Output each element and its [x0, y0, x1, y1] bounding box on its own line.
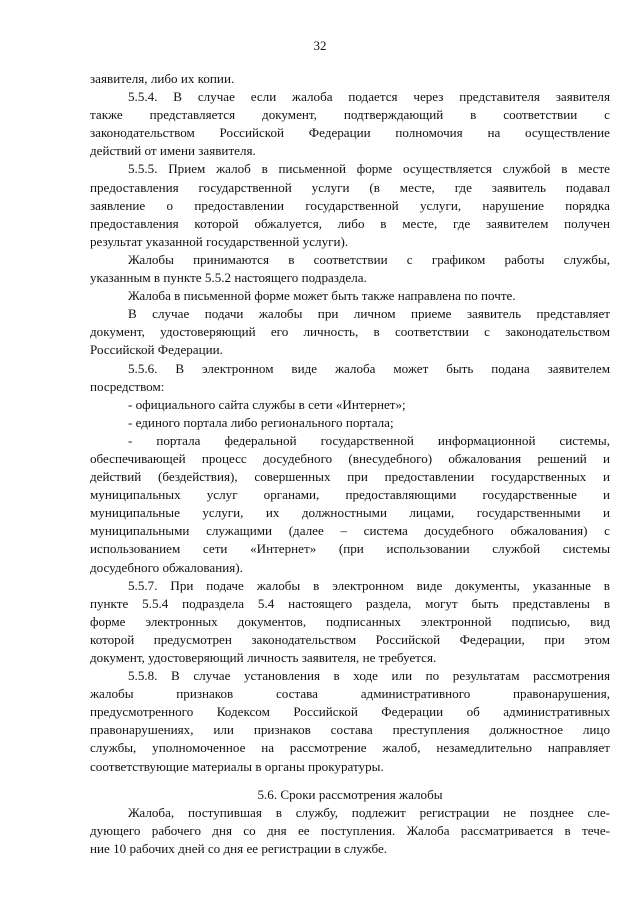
text-line: пункте 5.5.4 подраздела 5.4 настоящего раздела, могут быть представлены в [90, 595, 610, 611]
text-line: использованием сети «Интернет» (при использовании службой системы [90, 541, 610, 557]
text-line: 5.5.7. При подаче жалобы в электронном виде документы, указанные в [128, 577, 610, 593]
text-line: предусмотренного Кодексом Российской Федерации об административных [90, 704, 610, 720]
text-line: Жалоба в письменной форме может быть также направлена по почте. [128, 288, 516, 304]
page-number: 32 [313, 38, 327, 53]
text-line: предоставления которой обжалуется, либо в месте, где заявителем получен [90, 215, 610, 231]
text-line: жалобы признаков состава административного правонарушения, [90, 686, 610, 702]
text-line: Жалоба, поступившая в службу, подлежит регистрации не позднее сле- [128, 804, 610, 820]
section-text-block [90, 804, 610, 858]
text-line: 5.5.8. В случае установления в ходе или по результатам рассмотрения [128, 668, 610, 684]
text-line: действий (бездействия), совершенных при предоставлении государственных и [90, 469, 610, 485]
main-text-block [90, 70, 610, 776]
text-line: В случае подачи жалобы при личном приеме заявитель представляет [128, 306, 610, 322]
text-line: правонарушениях, или признаков состава преступления должностное лицо [90, 722, 610, 738]
text-line: Жалобы принимаются в соответствии с графиком работы службы, [128, 251, 610, 267]
section-gap [90, 776, 610, 786]
text-line: предоставления государственной услуги (в месте, где заявитель подавал [90, 179, 610, 195]
section-heading: 5.6. Сроки рассмотрения жалобы [257, 786, 443, 802]
text-line: - официального сайта службы в сети «Интернет»; [128, 396, 406, 412]
text-line: заявление о предоставлении государственной услуги, нарушение порядка [90, 197, 610, 213]
document-body [90, 70, 610, 858]
text-line: документ, удостоверяющий личность заявителя, не требуется. [90, 650, 437, 665]
text-line: - единого портала либо регионального портала; [128, 414, 394, 430]
text-line: досудебного обжалования). [90, 559, 243, 575]
text-line: муниципальных услуг органами, предоставляющими государственные и [90, 487, 610, 503]
text-line: Российской Федерации. [90, 342, 223, 358]
text-line: посредством: [90, 378, 165, 394]
text-line: указанным в пункте 5.5.2 настоящего подраздела. [90, 270, 367, 286]
text-line: соответствующие материалы в органы прокуратуры. [90, 758, 384, 774]
text-line: обеспечивающей процесс досудебного (внесудебного) обжалования решений и [90, 450, 610, 466]
text-line: законодательством Российской Федерации полномочия на осуществление [90, 125, 610, 141]
text-line: муниципальные услуги, их должностными лицами, государственными и [90, 505, 610, 521]
text-line: службы, уполномоченное на рассмотрение жалоб, незамедлительно направляет [90, 740, 610, 756]
text-line: которой предусмотрен законодательством Российской Федерации, при этом [90, 631, 610, 647]
text-line: - портала федеральной государственной информационной системы, [128, 432, 610, 448]
text-line: 5.5.4. В случае если жалоба подается через представителя заявителя [128, 89, 610, 105]
text-line: ние 10 рабочих дней со дня ее регистрации в службе. [90, 840, 388, 856]
text-line: форме электронных документов, подписанных электронной подписью, вид [90, 613, 610, 629]
text-line: заявителя, либо их копии. [90, 71, 235, 86]
text-line: 5.5.6. В электронном виде жалоба может быть подана заявителем [128, 360, 610, 376]
text-line: также представляется документ, подтверждающий в соответствии с [90, 107, 610, 123]
text-line: дующего рабочего дня со дня ее поступления. Жалоба рассматривается в тече- [90, 822, 610, 838]
text-line: документ, удостоверяющий его личность, в соответствии с законодательством [90, 324, 610, 340]
text-line: действий от имени заявителя. [90, 143, 256, 159]
text-line: 5.5.5. Прием жалоб в письменной форме осуществляется службой в месте [128, 161, 610, 177]
text-line: результат указанной государственной услуги). [90, 233, 349, 249]
text-line: муниципальными служащими (далее – система досудебного обжалования) с [90, 523, 610, 539]
